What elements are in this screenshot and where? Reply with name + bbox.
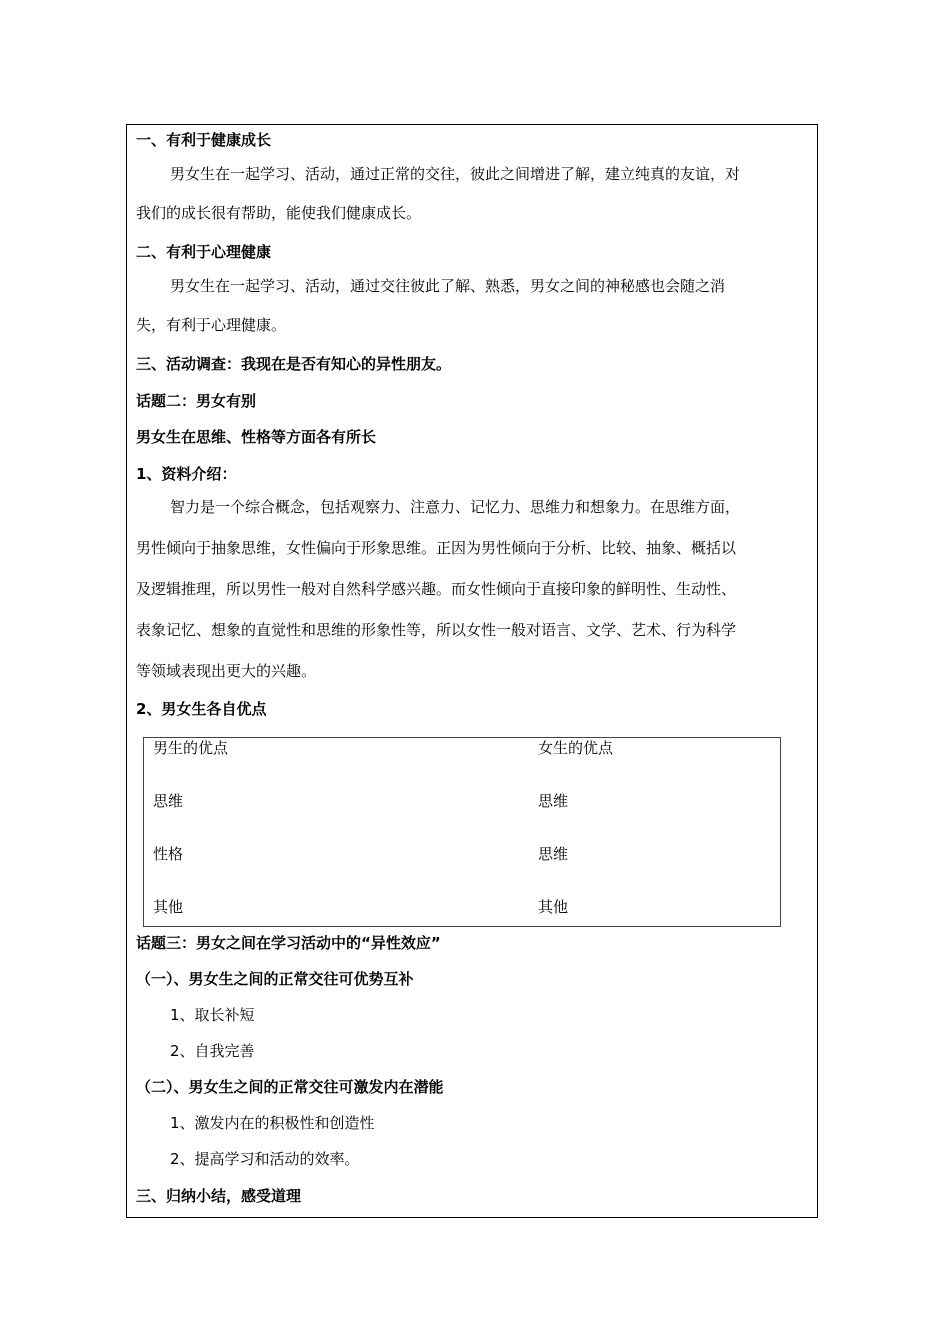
comparison-table (143, 737, 781, 927)
table-cell: 思维 (153, 792, 184, 810)
section-heading: 一、有利于健康成长 (136, 131, 272, 149)
paragraph (136, 276, 808, 335)
paragraph-line: 等领域表现出更大的兴趣。 (136, 662, 317, 680)
table-cell: 其他 (538, 898, 569, 916)
item-heading: 2、男女生各自优点 (136, 700, 267, 718)
paragraph-line: 男性倾向于抽象思维，女性偏向于形象思维。正因为男性倾向于分析、比较、抽象、概括以 (136, 539, 737, 557)
table-cell: 思维 (538, 792, 569, 810)
paragraph-line: 我们的成长很有帮助，能使我们健康成长。 (136, 204, 422, 222)
table-cell: 其他 (153, 898, 184, 916)
topic-subheading: 男女生在思维、性格等方面各有所长 (136, 428, 377, 446)
item-heading: 1、资料介绍： (136, 465, 237, 483)
table-cell: 男生的优点 (153, 739, 229, 757)
list-item: 1、取长补短 (170, 1006, 255, 1024)
section-heading: 三、归纳小结，感受道理 (136, 1187, 302, 1205)
paragraph-line: 及逻辑推理，所以男性一般对自然科学感兴趣。而女性倾向于直接印象的鲜明性、生动性、 (136, 580, 737, 598)
paragraph-line: 失，有利于心理健康。 (136, 316, 287, 334)
section-heading: 二、有利于心理健康 (136, 243, 272, 261)
section-heading: 三、活动调查：我现在是否有知心的异性朋友。 (136, 355, 452, 373)
list-item: 1、激发内在的积极性和创造性 (170, 1114, 375, 1132)
topic-heading: 话题三：男女之间在学习活动中的“异性效应” (136, 934, 441, 952)
paragraph-line: 男女生在一起学习、活动，通过交往彼此了解、熟悉，男女之间的神秘感也会随之消 (170, 277, 726, 295)
paragraph-line: 男女生在一起学习、活动，通过正常的交往，彼此之间增进了解，建立纯真的友谊，对 (170, 165, 741, 183)
subsection-heading: （一）、男女生之间的正常交往可优势互补 (136, 970, 414, 988)
subsection-heading: （二）、男女生之间的正常交往可激发内在潜能 (136, 1078, 444, 1096)
list-item: 2、提高学习和活动的效率。 (170, 1150, 360, 1168)
topic-heading: 话题二：男女有别 (136, 392, 257, 410)
list-item: 2、自我完善 (170, 1042, 255, 1060)
paragraph-line: 表象记忆、想象的直觉性和思维的形象性等，所以女性一般对语言、文学、艺术、行为科学 (136, 621, 737, 639)
table-cell: 女生的优点 (538, 739, 614, 757)
table-cell: 性格 (153, 845, 184, 863)
paragraph-line: 智力是一个综合概念，包括观察力、注意力、记忆力、思维力和想象力。在思维方面， (170, 498, 741, 516)
paragraph (136, 497, 808, 681)
paragraph (136, 164, 808, 223)
table-cell: 思维 (538, 845, 569, 863)
